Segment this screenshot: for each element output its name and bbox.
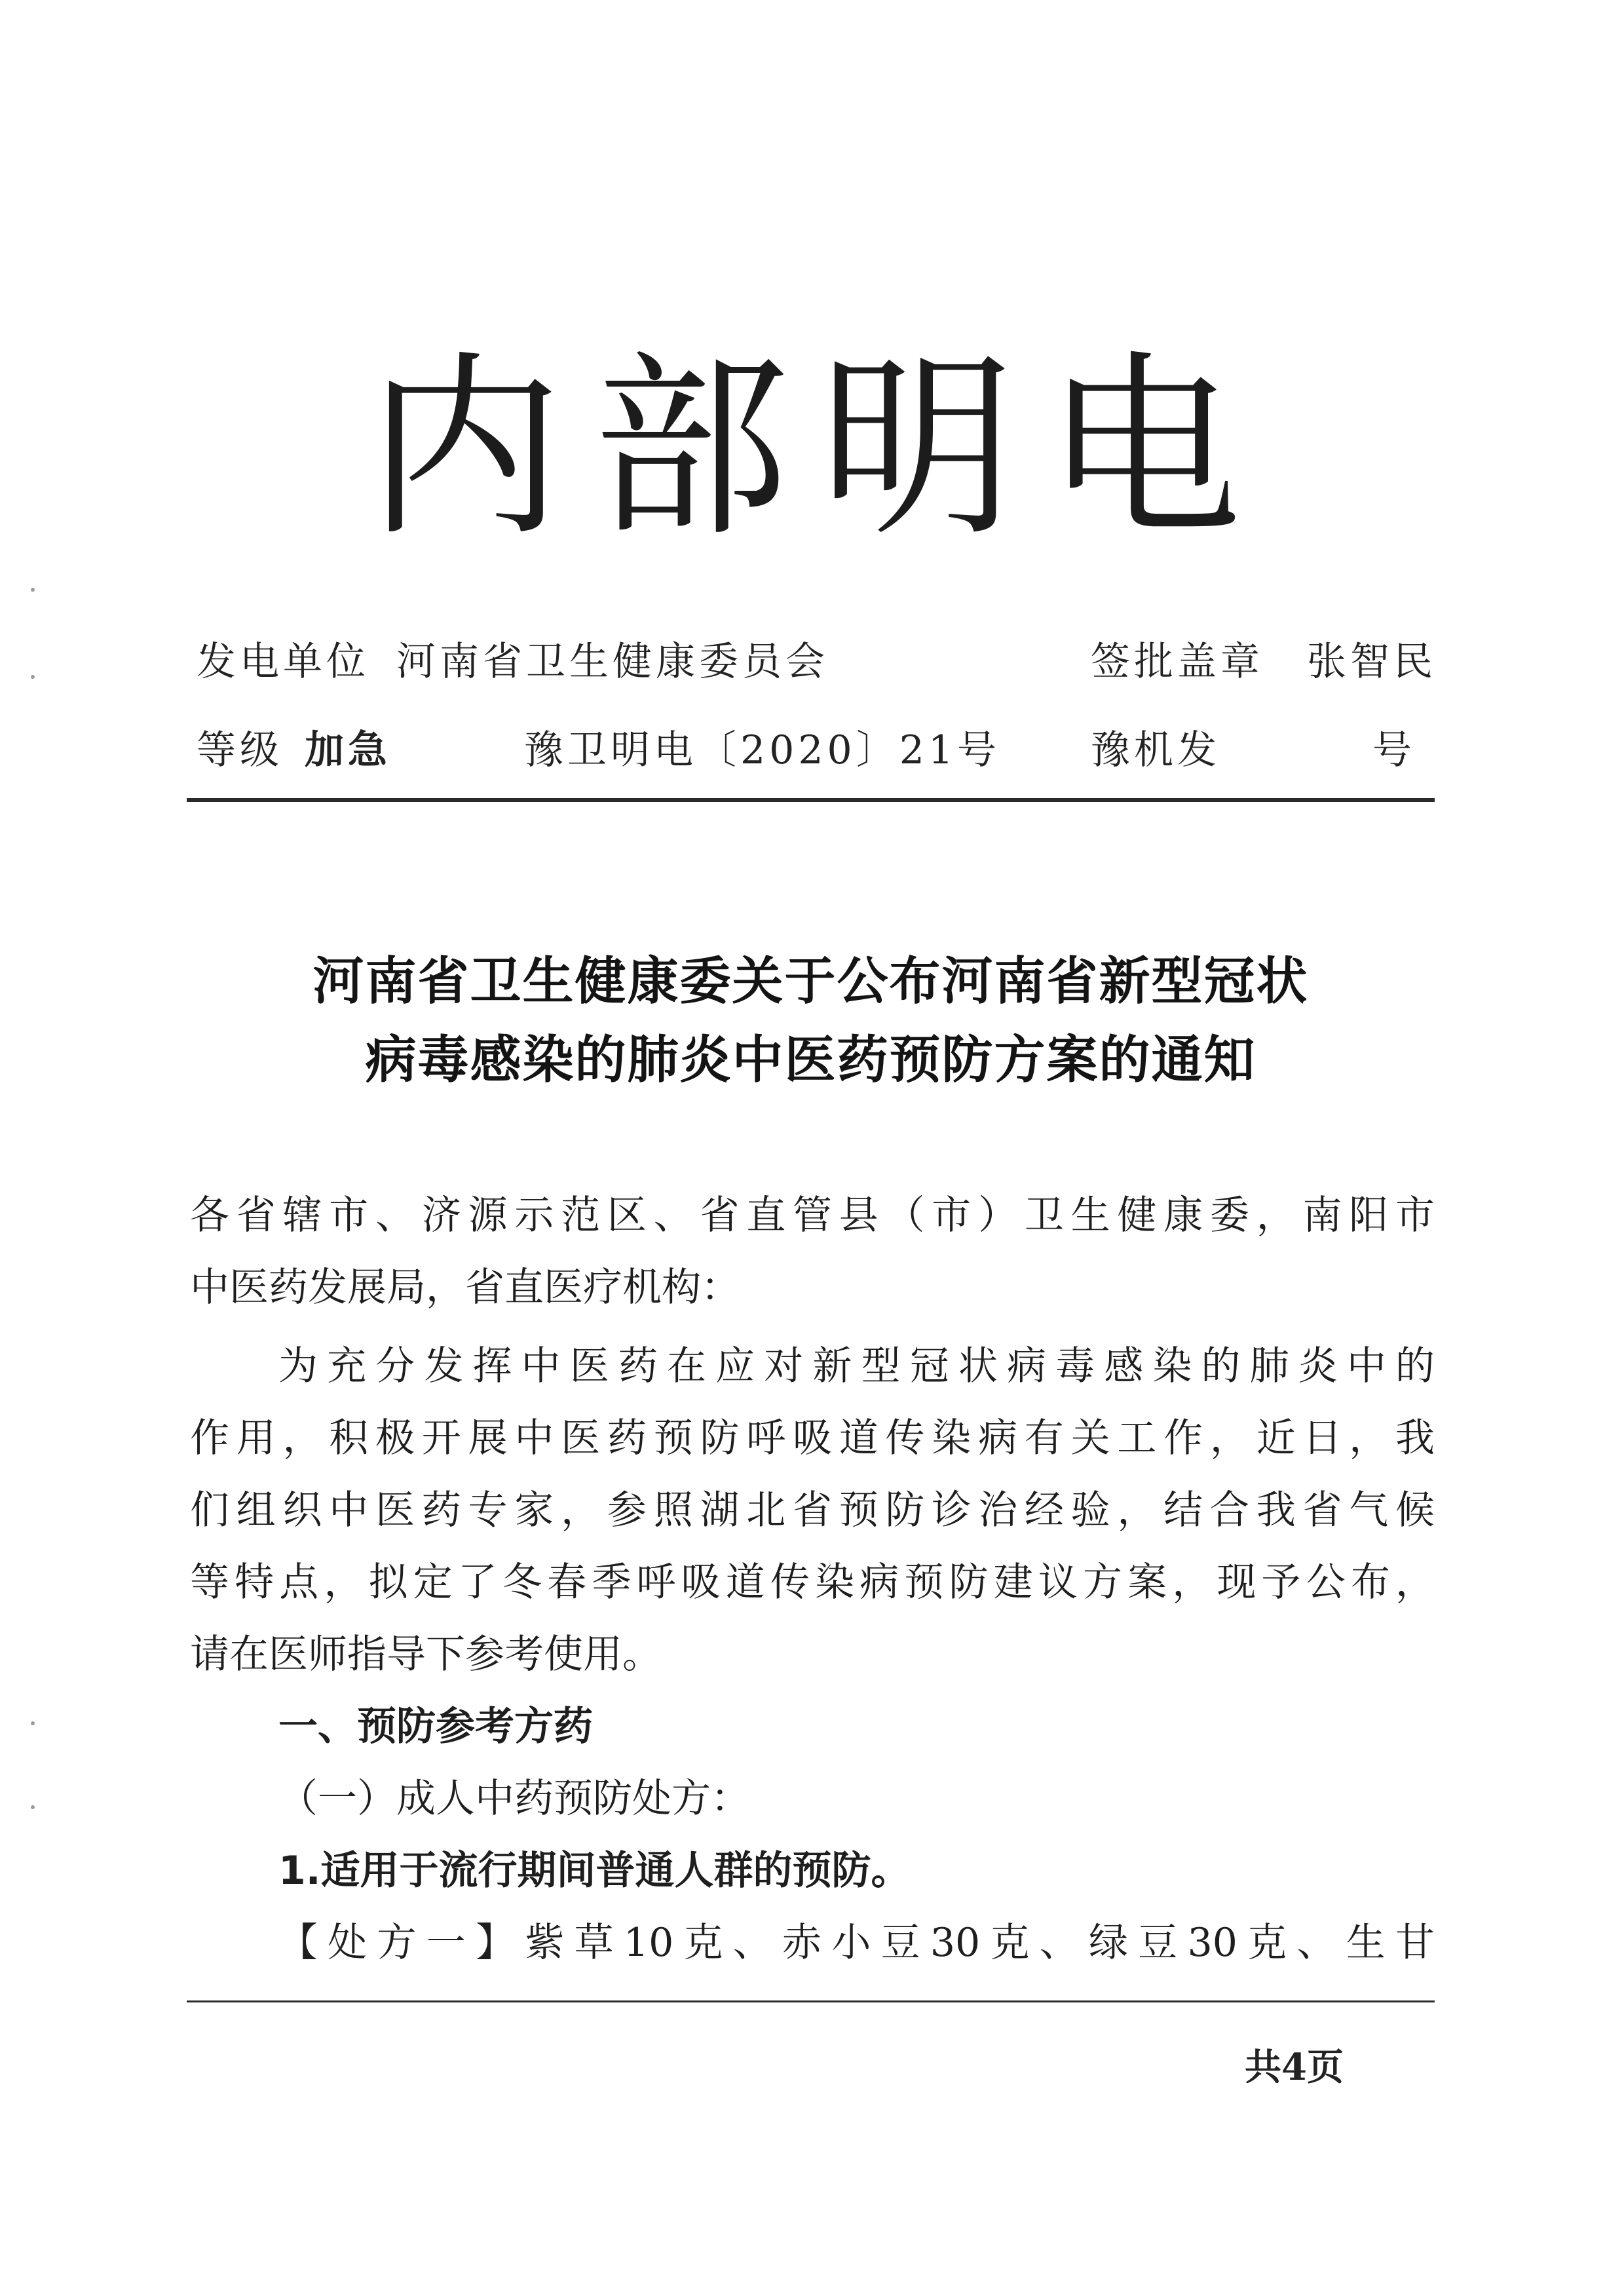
- paragraph-line: 们组织中医药专家，参照湖北省预防诊治经验，结合我省气候: [190, 1487, 1435, 1533]
- notice-title-line-2: 病毒感染的肺炎中医药预防方案的通知: [365, 1030, 1256, 1090]
- addressee-line-1: 各省辖市、济源示范区、省直管县（市）卫生健康委，南阳市: [190, 1193, 1435, 1238]
- subsection-heading: （一）成人中药预防处方：: [278, 1776, 750, 1822]
- paragraph-line: 为充分发挥中医药在应对新型冠状病毒感染的肺炎中的: [278, 1343, 1435, 1389]
- telegram-banner: 内部明电: [367, 334, 1271, 563]
- item-heading: 1.适用于流行期间普通人群的预防。: [278, 1848, 911, 1894]
- paragraph-line: 请在医师指导下参考使用。: [190, 1632, 662, 1677]
- approver-label: 签批盖章: [1091, 639, 1264, 685]
- notice-title-line-1: 河南省卫生健康委关于公布河南省新型冠状: [312, 951, 1309, 1011]
- scan-speck: [31, 1721, 35, 1725]
- machine-number-label: 豫机发: [1091, 727, 1220, 773]
- document-number: 豫卫明电〔2020〕21号: [524, 727, 1001, 773]
- header-rule: [187, 798, 1435, 802]
- scan-speck: [31, 588, 35, 592]
- section-heading: 一、预防参考方药: [278, 1704, 593, 1750]
- machine-number-suffix: 号: [1372, 727, 1416, 773]
- sender-unit: 河南省卫生健康委员会: [396, 639, 829, 685]
- urgency-level: 加急: [305, 727, 391, 773]
- scan-speck: [31, 1805, 35, 1809]
- footer-rule: [187, 2000, 1435, 2002]
- prescription-line: 【处方一】紫草10克、赤小豆30克、绿豆30克、生甘: [278, 1920, 1435, 1966]
- level-label: 等级: [197, 727, 283, 773]
- page-count: 共4页: [1245, 2046, 1344, 2089]
- approver-name: 张智民: [1307, 639, 1437, 685]
- paragraph-line: 作用，积极开展中医药预防呼吸道传染病有关工作，近日，我: [190, 1415, 1435, 1461]
- addressee-line-2: 中医药发展局，省直医疗机构：: [190, 1265, 740, 1311]
- scan-speck: [31, 675, 35, 679]
- sender-label: 发电单位: [197, 639, 369, 685]
- paragraph-line: 等特点，拟定了冬春季呼吸道传染病预防建议方案，现予公布，: [190, 1559, 1435, 1605]
